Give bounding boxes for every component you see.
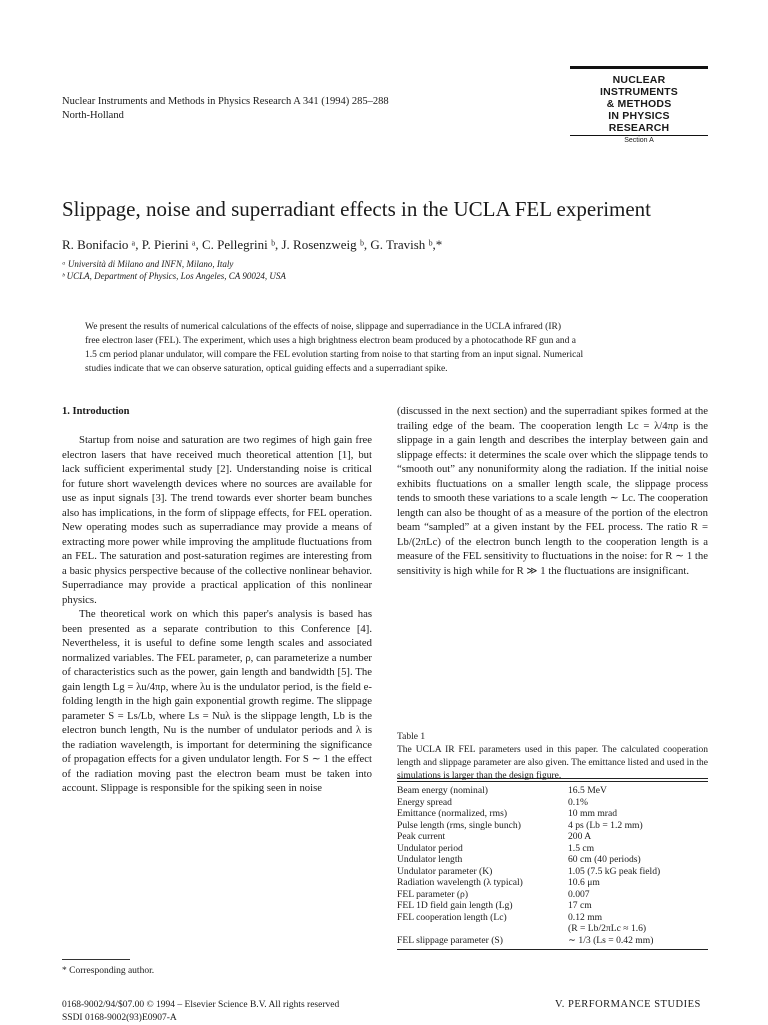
table-param: Undulator period bbox=[397, 842, 463, 854]
logo-section: Section A bbox=[624, 137, 654, 144]
table-row bbox=[397, 877, 708, 889]
table-row bbox=[397, 843, 708, 855]
affiliation-b: ᵇ UCLA, Department of Physics, Los Angeles, CA 90024, USA bbox=[62, 271, 286, 281]
table-value: (R = Lb/2πLc ≈ 1.6) bbox=[568, 923, 647, 934]
table-label: Table 1 bbox=[397, 732, 426, 742]
table-param: FEL slippage parameter (S) bbox=[397, 934, 503, 946]
table-value: 10.6 μm bbox=[568, 877, 600, 888]
abstract-line: free electron laser (FEL). The experiment, which uses a high brightness electron beam produced by a photocathode RF gun and a bbox=[85, 336, 577, 346]
logo-line: INSTRUMENTS bbox=[599, 86, 679, 98]
parameter-table bbox=[397, 778, 708, 950]
affiliation-a: ᵃ Università di Milano and INFN, Milano, Italy bbox=[62, 259, 234, 269]
table-param: Energy spread bbox=[397, 796, 452, 808]
author-list: R. Bonifacio ᵃ, P. Pierini ᵃ, C. Pellegrini ᵇ, J. Rosenzweig ᵇ, G. Travish ᵇ,* bbox=[62, 237, 443, 252]
table-caption bbox=[397, 731, 708, 783]
table-param: Undulator parameter (K) bbox=[397, 865, 493, 877]
table-value: 1.05 (7.5 kG peak field) bbox=[568, 865, 661, 877]
table-row bbox=[397, 854, 708, 866]
affiliations bbox=[62, 258, 722, 282]
copyright-line: 0168-9002/94/$07.00 © 1994 – Elsevier Science B.V. All rights reserved bbox=[62, 1000, 340, 1010]
table-param: Undulator length bbox=[397, 854, 463, 865]
table-value: 200 A bbox=[568, 831, 592, 842]
table-param: Beam energy (nominal) bbox=[397, 785, 488, 796]
journal-citation bbox=[62, 95, 389, 123]
article-title: Slippage, noise and superradiant effects in the UCLA FEL experiment bbox=[62, 197, 652, 221]
table-row bbox=[397, 820, 708, 832]
abstract-line: We present the results of numerical calculations of the effects of noise, slippage and superradiance in the UCLA infrared (IR) bbox=[85, 322, 562, 332]
table-param: Emittance (normalized, rms) bbox=[397, 808, 508, 819]
table-param: FEL cooperation length (Lc) bbox=[397, 911, 507, 923]
copyright-footer bbox=[62, 999, 339, 1025]
right-column bbox=[397, 404, 708, 578]
table-row bbox=[397, 935, 708, 947]
table-param: Peak current bbox=[397, 831, 446, 842]
logo-line: & METHODS bbox=[606, 98, 672, 110]
journal-line: Nuclear Instruments and Methods in Physics Research A 341 (1994) 285–288 bbox=[62, 96, 389, 107]
table-caption-text: The UCLA IR FEL parameters used in this paper. The calculated cooperation length and slippage parameter are also given. The emittance listed and used in the simulations is larger than the design figure. bbox=[397, 745, 708, 781]
paragraph: (discussed in the next section) and the superradiant spikes formed at the trailing edge of the beam. The cooperation length Lc = λ/4πρ is the slippage in a gain length and describes the interplay between gain and slippage effects: it determines the scale over which the slippage tends to “smooth out” any nonuniformity along the radiation. If the initial noise exhibits fluctuations on a smaller length scale, the slippage process tends to smooth these variations to a scale length ∼ Lc. The cooperation length can also be thought of as a measure of the portion of the electron beam “sampled” at a given instant by the FEL process. The ratio R = Lb/(2πLc) of the electron bunch length to the cooperation length is a measure of the FEL sensitivity to fluctuations in the noise: for R ∼ 1 the sensitivity is high while for R ≫ 1 the fluctuations are insignificant. bbox=[397, 405, 708, 577]
paragraph: Startup from noise and saturation are two regimes of high gain free electron lasers that have received much theoretical attention [1], but lack sufficient experimental study [2]. Understanding noise is critical for future short wavelength devices where no sources are available for use as input signals [3]. The trend towards ever shorter beam bunches also has implications, in the form of slippage effects, for FEL operation. New operating modes such as superradiance may provide a means of extracting more power while improving the amplitude fluctuations from an FEL. The saturation and post-saturation regimes are interesting from a basic physics perspective because of the collective nonlinear behavior. Superradiance may provide a practical application of this nonlinear physics. bbox=[62, 434, 372, 606]
table-param: FEL 1D field gain length (Lg) bbox=[397, 900, 513, 911]
table-value: ∼ 1/3 (Ls = 0.42 mm) bbox=[568, 934, 654, 946]
table-param: Pulse length (rms, single bunch) bbox=[397, 819, 521, 831]
footnote: * Corresponding author. bbox=[62, 966, 155, 976]
logo-line: IN PHYSICS bbox=[608, 110, 670, 122]
table-value: 0.1% bbox=[568, 796, 588, 808]
logo-line: NUCLEAR bbox=[612, 74, 666, 86]
table-param: FEL parameter (ρ) bbox=[397, 888, 469, 900]
table-row bbox=[397, 785, 708, 797]
left-column bbox=[62, 433, 372, 796]
table-value: 17 cm bbox=[568, 900, 592, 911]
abstract-line: studies indicate that we can observe saturation, optical guiding effects and a superradiant spike. bbox=[85, 364, 448, 374]
table-row bbox=[397, 889, 708, 901]
table-row bbox=[397, 831, 708, 843]
footnote-rule bbox=[62, 959, 130, 960]
journal-logo bbox=[570, 66, 708, 151]
table-row bbox=[397, 808, 708, 820]
table-row bbox=[397, 900, 708, 912]
ssdi-line: SSDI 0168-9002(93)E0907-A bbox=[62, 1013, 177, 1023]
table-value: 1.5 cm bbox=[568, 842, 595, 854]
section-footer: V. PERFORMANCE STUDIES bbox=[555, 999, 701, 1010]
table-value: 0.007 bbox=[568, 888, 590, 900]
table-value: 0.12 mm bbox=[568, 911, 603, 923]
table-value: 4 ps (Lb = 1.2 mm) bbox=[568, 819, 643, 831]
table-row bbox=[397, 912, 708, 924]
abstract bbox=[85, 320, 700, 376]
table-value: 16.5 MeV bbox=[568, 785, 607, 796]
table-row bbox=[397, 866, 708, 878]
section-heading: 1. Introduction bbox=[62, 406, 130, 417]
logo-line: RESEARCH bbox=[608, 122, 670, 134]
abstract-line: 1.5 cm period planar undulator, will compare the FEL evolution starting from noise to that starting from an input signal. Numerical bbox=[85, 350, 584, 360]
table-param: Radiation wavelength (λ typical) bbox=[397, 877, 523, 888]
table-value: 60 cm (40 periods) bbox=[568, 854, 641, 865]
table-row bbox=[397, 797, 708, 809]
table-param bbox=[397, 923, 568, 935]
table-row bbox=[397, 923, 708, 935]
paragraph: The theoretical work on which this paper's analysis is based has been presented as a separate contribution to this Conference [4]. Nevertheless, it is useful to define some length scales and associated normalized variables. The FEL parameter, ρ, can parameterize a number of characteristics such as the power, gain length and bandwidth [5]. The gain length Lg = λu/4πρ, where λu is the undulator period, is the field e-folding length in the high gain exponential growth regime. The slippage parameter S = Ls/Lb, where Ls = Nuλ is the slippage length, Lb is the electron bunch length, Nu is the number of undulator periods and λ is the radiation wavelength, is important for determining the significance of propagation effects for a given undulator length. For S ∼ 1 the effect of the radiation moving past the electron beam must be taken into account. Slippage is responsible for the spiking seen in noise bbox=[62, 608, 372, 794]
publisher-line: North-Holland bbox=[62, 110, 124, 121]
table-value: 10 mm mrad bbox=[568, 808, 618, 819]
